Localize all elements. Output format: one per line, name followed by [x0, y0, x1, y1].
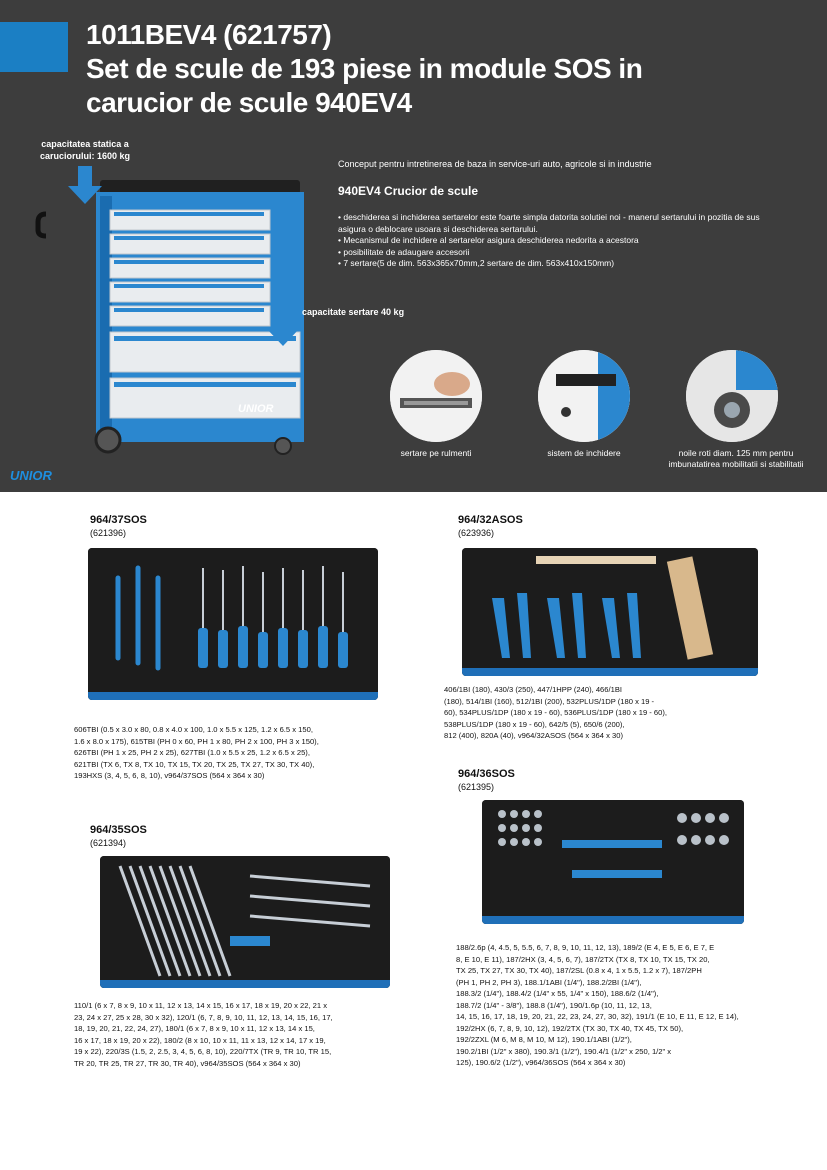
caption-wheels: noile roti diam. 125 mm pentru imbunatatirea mobilitatii si stabilitatii [668, 448, 804, 469]
section-code: 964/36SOS [458, 768, 515, 780]
section-code: 964/35SOS [90, 824, 147, 836]
arrow-down-icon [68, 166, 102, 204]
section-id: (621394) [90, 838, 127, 848]
drawer-bearings-photo [390, 350, 482, 442]
title-line-1: 1011BEV4 (621757) [86, 19, 332, 50]
section-code: 964/32ASOS [458, 514, 523, 526]
feature-list [338, 212, 798, 270]
tool-tray-image [88, 548, 378, 700]
caption-lock: sistem de inchidere [547, 448, 621, 458]
title-line-3: carucior de scule 940EV4 [86, 87, 412, 118]
page-title [86, 18, 642, 120]
section-id: (623936) [458, 528, 495, 538]
section-id: (621395) [458, 782, 495, 792]
section-spec: 606TBI (0.5 x 3.0 x 80, 0.8 x 4.0 x 100, 1.0 x 5.5 x 125, 1.2 x 6.5 x 150, 1.6 x 8.0 x 175), 615TBI (PH 0 x 60, PH 1 x 80, PH 2 x 100, PH 3 x 150), 626TBI (PH 1 x 25, PH 2 x 25), 627TBI (1.0 x 5.5 x 25, 1.2 x 6.5 x 25), 621TBI (TX 6, TX 8, TX 10, TX 15, TX 20, TX 25, TX 27, TX 30, TX 40), 193HXS (3, 4, 5, 6, 8, 10), v964/37SOS (564 x 364 x 30) [74, 725, 319, 780]
locking-system-photo [538, 350, 630, 442]
tool-tray-image [462, 548, 758, 676]
product-heading: 940EV4 Crucior de scule [338, 184, 479, 198]
section-spec: 110/1 (6 x 7, 8 x 9, 10 x 11, 12 x 13, 14 x 15, 16 x 17, 18 x 19, 20 x 22, 21 x 23, 24 x 27, 25 x 28, 30 x 32), 120/1 (6, 7, 8, 9, 10, 11, 12, 13, 14, 15, 16, 17, 18, 19, 20, 21, 22, 24, 27), 180/1 (6 x 7, 8 x 9, 10 x 11, 12 x 13, 14 x 15, 16 x 17, 18 x 19, 20 x 22), 180/2 (8 x 10, 10 x 11, 11 x 13, 12 x 14, 17 x 19, 19 x 22), 220/3S (1.5, 2, 2.5, 3, 4, 5, 6, 8, 10), 220/7TX (TR 9, TR 10, TR 15, TR 20, TR 25, TR 27, TR 30, TR 40), v964/35SOS (564 x 364 x 30) [74, 1001, 333, 1068]
section-spec: 406/1BI (180), 430/3 (250), 447/1HPP (240), 466/1BI (180), 514/1BI (160), 512/1BI (200), 532PLUS/1DP (180 x 19 - 60), 534PLUS/1DP (180 x 19 - 60), 536PLUS/1DP (180 x 19 - 60), 538PLUS/1DP (180 x 19 - 60), 642/5 (5), 650/6 (200), 812 (400), 820A (40), v964/32ASOS (564 x 364 x 30) [444, 685, 668, 740]
wheels-photo [686, 350, 778, 442]
brand-logo: UNIOR [10, 468, 52, 483]
section-spec: 188/2.6p (4, 4.5, 5, 5.5, 6, 7, 8, 9, 10, 11, 12, 13), 189/2 (E 4, E 5, E 6, E 7, E 8, E 10, E 11), 187/2HX (3, 4, 5, 6, 7), 187/2TX (TX 8, TX 10, TX 15, TX 20, TX 25, TX 27, TX 30, TX 40), 187/2SL (0.8 x 4, 1 x 5.5, 1.2 x 7), 187/2PH (PH 1, PH 2, PH 3), 188.1/1ABI (1/4"), 188.2/2BI (1/4"), 188.3/2 (1/4"), 188.4/2 (1/4" x 55, 1/4" x 150), 188.6/2 (1/4"), 188.7/2 (1/4" - 3/8"), 188.8 (1/4"), 190/1.6p (10, 11, 12, 13, 14, 15, 16, 17, 18, 19, 20, 21, 22, 23, 24, 27, 30, 32), 191/1 (E 10, E 11, E 12, E 14), 192/2HX (6, 7, 8, 9, 10, 12), 192/2TX (TX 30, TX 40, TX 45, TX 50), 192/2ZXL (M 6, M 8, M 10, M 12), 190.1/1ABI (1/2"), 190.2/1BI (1/2" x 380), 190.3/1 (1/2"), 190.4/1 (1/2" x 250, 1/2" x 125), 190.6/2 (1/2"), v964/36SOS (564 x 364 x 30) [456, 943, 739, 1067]
drawer-capacity-label: capacitate sertare 40 kg [302, 307, 405, 317]
feature-item: • 7 sertare(5 de dim. 563x365x70mm,2 sertare de dim. 563x410x150mm) [338, 258, 615, 268]
feature-item: asigura o deblocare usoara si deschiderea sertarului. [338, 223, 538, 234]
title-line-2: Set de scule de 193 piese in module SOS in [86, 53, 643, 84]
tool-tray-image [482, 800, 744, 924]
arrow-down-icon [266, 308, 300, 346]
feature-item: • Mecanismul de inchidere al sertarelor asigura deschiderea nedorita a acestora [338, 235, 639, 245]
header-accent-tab [0, 22, 68, 72]
cart-brand-label: UNIOR [238, 403, 274, 415]
feature-item: • deschiderea si inchiderea sertarelor este foarte simpla datorita solutiei noi - manerul sertarului in pozitia de sus [338, 212, 760, 222]
intro-text: Conceput pentru intretinerea de baza in service-uri auto, agricole si in industrie [338, 159, 652, 169]
static-capacity-label: capacitatea statica a caruciorului: 1600 kg [40, 139, 131, 161]
caption-bearings: sertare pe rulmenti [400, 448, 472, 458]
tool-tray-image [100, 856, 390, 988]
section-id: (621396) [90, 528, 127, 538]
feature-item: • posibilitate de adaugare accesorii [338, 246, 470, 257]
section-code: 964/37SOS [90, 514, 147, 526]
